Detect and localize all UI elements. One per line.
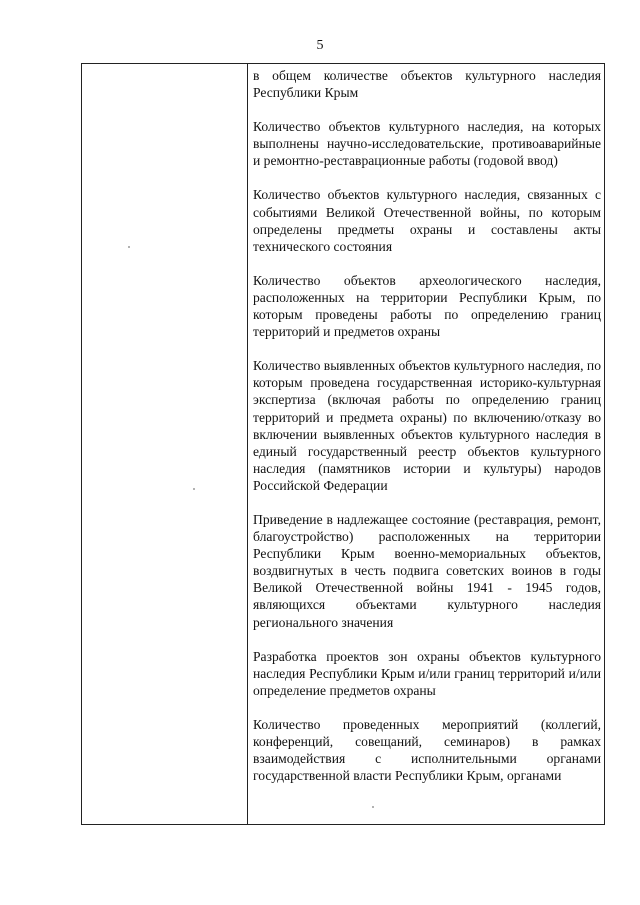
indicator-paragraph: Приведение в надлежащее состояние (реставрация, ремонт, благоустройство) расположенных на территории Республики Крым военно-мемориальных объектов, воздвигнутых в честь подвига советских воинов в годы Великой Отечественной войны 1941 - 1945 годов, являющихся объектами культурного наследия регионального значения <box>253 511 601 630</box>
scan-speck <box>372 806 374 808</box>
indicator-paragraph: в общем количестве объектов культурного наследия Республики Крым <box>253 68 601 101</box>
indicator-paragraph: Количество объектов культурного наследия, связанных с событиями Великой Отечественной войны, по которым определены предметы охраны и составлены акты технического состояния <box>253 187 601 254</box>
scan-speck <box>128 246 130 248</box>
page-number: 5 <box>316 38 324 53</box>
indicator-paragraph: Количество выявленных объектов культурного наследия, по которым проведена государственная историко-культурная экспертиза (включая работы по определению границ территорий и предмета охраны) по включению/отказу во включении выявленных объектов культурного наследия в единый государственный реестр объектов культурного наследия (памятников истории и культуры) народов Российской Федерации <box>253 358 601 493</box>
scan-speck <box>193 488 195 490</box>
table-left-cell <box>82 64 248 824</box>
indicator-paragraph: Разработка проектов зон охраны объектов культурного наследия Республики Крым и/или границ территорий и/или определение предметов охраны <box>253 648 601 698</box>
indicators-table <box>81 63 605 825</box>
indicator-paragraph: Количество объектов культурного наследия, на которых выполнены научно-исследовательские, противоаварийные и ремонтно-реставрационные работы (годовой ввод) <box>253 119 601 169</box>
indicator-paragraph: Количество объектов археологического наследия, расположенных на территории Республики Крым, по которым проведены работы по определению границ территорий и предметов охраны <box>253 272 601 340</box>
indicator-paragraph: Количество проведенных мероприятий (коллегий, конференций, совещаний, семинаров) в рамках взаимодействия с исполнительными органами государственной власти Республики Крым, органами <box>253 716 601 784</box>
table-right-cell <box>248 64 604 824</box>
